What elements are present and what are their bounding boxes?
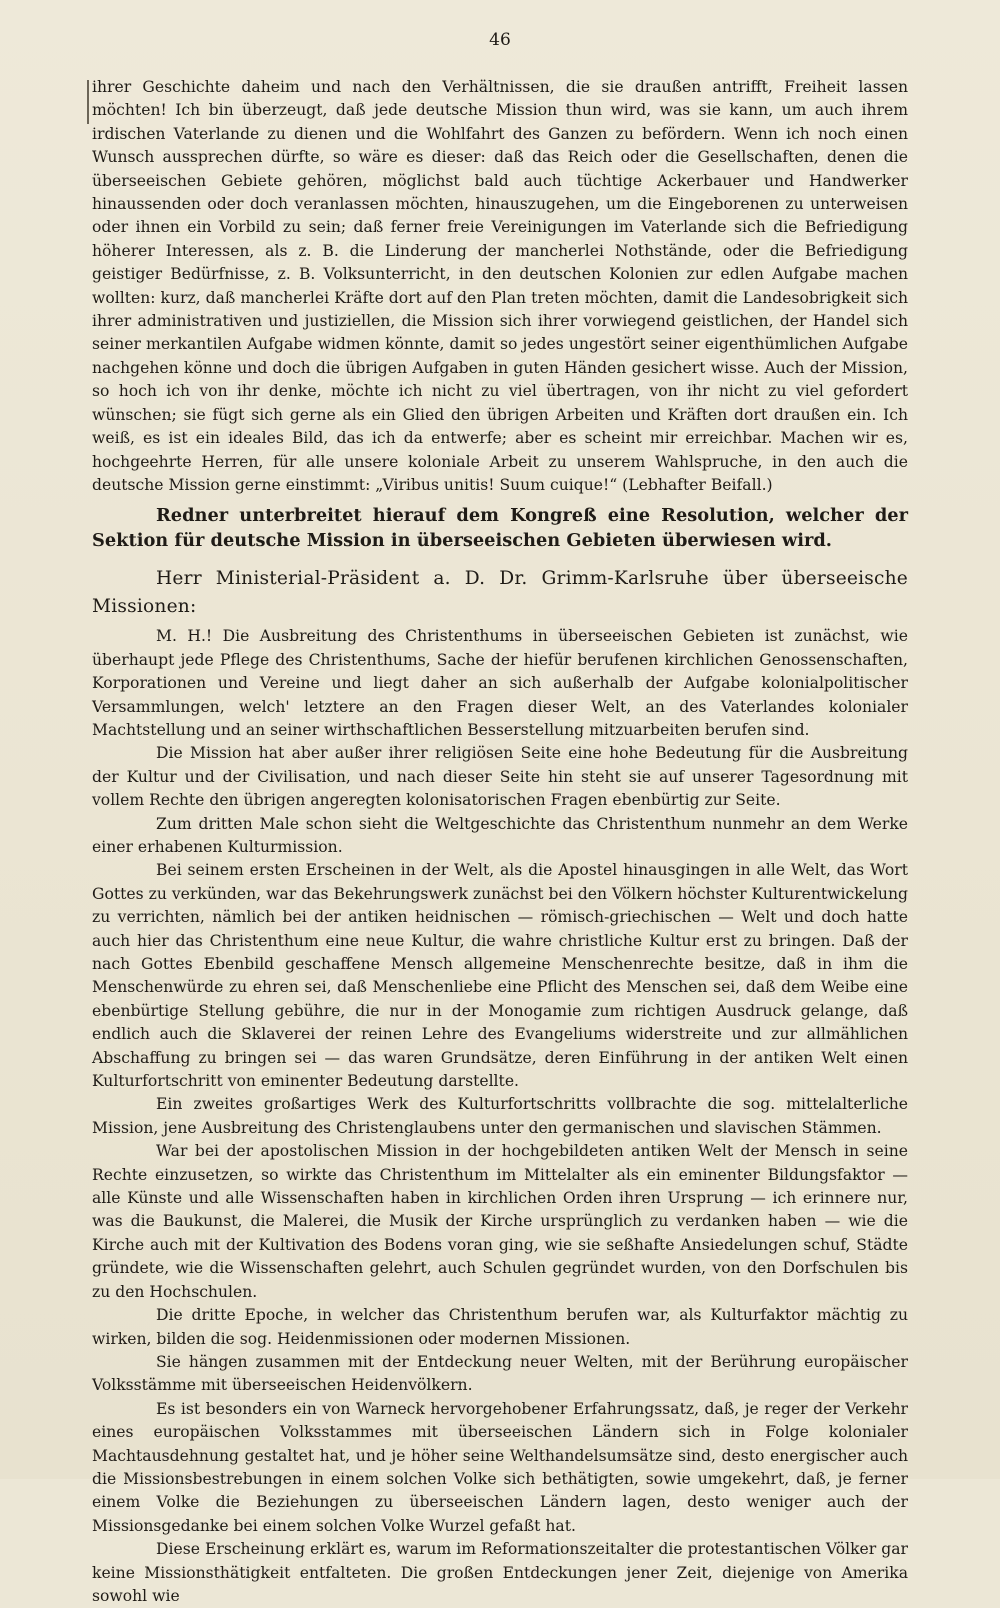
speaker-heading: Herr Ministerial-Präsident a. D. Dr. Grimm-Karlsruhe über überseeische Missionen: — [92, 568, 908, 618]
paragraph: War bei der apostolischen Mission in der hochgebildeten antiken Welt der Mensch in seine Rechte einzusetzen, so wirkte das Christenthum im Mittelalter als ein eminenter Bildungsfaktor — alle Künste und alle Wissenschaften haben in kirchlichen Orden ihren Ursprung — ich erinnere nur, was die Baukunst, die Malerei, die Musik der Kirche ursprünglich zu verdanken haben — wie die Kirche auch mit der Kultivation des Bodens voran ging, wie sie seßhafte Ansiedelungen schuf, Städte gründete, wie die Wissenschaften gelehrt, auch Schulen gegründet wurden, von den Dorfschulen bis zu den Hochschulen. — [92, 1142, 908, 1301]
margin-mark — [87, 80, 89, 124]
paragraph: Die Mission hat aber außer ihrer religiösen Seite eine hohe Bedeutung für die Ausbreitung der Kultur und der Civilisation, und nach dieser Seite hin steht sie auf unserer Tagesordnung mit vollem Rechte den übrigen angeregten kolonisatorischen Fragen ebenbürtig zur Seite. — [92, 744, 908, 810]
paragraph: Bei seinem ersten Erscheinen in der Welt, als die Apostel hinausgingen in alle Welt, das Wort Gottes zu verkünden, war das Bekehrungswerk zunächst bei den Völkern höchster Kulturentwickelung zu verrichten, nämlich bei der antiken heidnischen — römisch-griechischen — Welt und doch hatte auch hier das Christenthum eine neue Kultur, die wahre christliche Kultur erst zu bringen. Daß der nach Gottes Ebenbild geschaffene Mensch allgemeine Menschenrechte besitze, daß in ihm die Menschenwürde zu ehren sei, daß Menschenliebe eine Pflicht des Menschen sei, daß dem Weibe eine ebenbürtige Stellung gebühre, die nur in der Monogamie zum richtigen Ausdruck gelange, daß endlich auch die Sklaverei der reinen Lehre des Evangeliums widerstreite und zur allmählichen Abschaffung zu bringen sei — das waren Grundsätze, deren Einführung in der antiken Welt einen Kulturfortschritt von eminenter Bedeutung darstellte. — [92, 861, 908, 1091]
paragraph: Zum dritten Male schon sieht die Weltgeschichte das Christenthum nunmehr an dem Werke einer erhabenen Kulturmission. — [92, 814, 908, 856]
paragraph: Diese Erscheinung erklärt es, warum im Reformationszeitalter die protestantischen Völker gar keine Missionsthätigkeit entfalteten. Die großen Entdeckungen jener Zeit, diejenige von Amerika sowohl wie — [92, 1540, 908, 1605]
page-number: 46 — [489, 30, 511, 50]
paragraph-continuation: ihrer Geschichte daheim und nach den Verhältnissen, die sie draußen antrifft, Freiheit lassen möchten! Ich bin überzeugt, daß jede deutsche Mission thun wird, was sie kann, um auch ihrem irdischen Vaterlande zu dienen und die Wohlfahrt des Ganzen zu befördern. Wenn ich noch einen Wunsch aussprechen dürfte, so wäre es dieser: daß das Reich oder die Gesellschaften, denen die überseeischen Gebiete gehören, möglichst bald auch tüchtige Ackerbauer und Handwerker hinaussenden oder doch veranlassen möchten, hinauszugehen, um die Eingeborenen zu unterweisen oder ihnen ein Vorbild zu sein; daß ferner freie Vereinigungen im Vaterlande sich die Befriedigung höherer Interessen, als z. B. die Linderung der mancherlei Nothstände, oder die Befriedigung geistiger Bedürfnisse, z. B. Volksunterricht, in den deutschen Kolonien zur edlen Aufgabe machen wollten: kurz, daß mancherlei Kräfte dort auf den Plan treten möchten, damit die Landesobrigkeit sich ihrer administrativen und justiziellen, die Mission sich ihrer vorwiegend geistlichen, der Handel sich seiner merkantilen Aufgabe widmen könnte, damit so jedes ungestört seiner eigenthümlichen Aufgabe nachgehen könne und doch die übrigen Aufgaben in guten Händen gesichert wisse. Auch der Mission, so hoch ich von ihr denke, möchte ich nicht zu viel übertragen, von ihr nicht zu viel gefordert wünschen; sie fügt sich gerne als ein Glied den übrigen Arbeiten und Kräften dort draußen ein. Ich weiß, es ist ein ideales Bild, das ich da entwerfe; aber es scheint mir erreichbar. Machen wir es, hochgeehrte Herren, für alle unsere koloniale Arbeit zu unserem Wahlspruche, in den auch die deutsche Mission gerne einstimmt: „Viribus unitis! Suum cuique!“ (Lebhafter Beifall.) — [92, 78, 908, 494]
body-text — [92, 76, 908, 1608]
paragraph: Die dritte Epoche, in welcher das Christenthum berufen war, als Kulturfaktor mächtig zu wirken, bilden die sog. Heidenmissionen oder modernen Missionen. — [92, 1306, 908, 1348]
resolution-note: Redner unterbreitet hierauf dem Kongreß eine Resolution, welcher der Sektion für deutsche Mission in überseeischen Gebieten überwiesen wird. — [92, 505, 908, 552]
paragraph: Es ist besonders ein von Warneck hervorgehobener Erfahrungssatz, daß, je reger der Verkehr eines europäischen Volksstammes mit überseeischen Ländern sich in Folge kolonialer Machtausdehnung gestaltet hat, und je höher seine Welthandelsumsätze sind, desto energischer auch die Missionsbestrebungen in einem solchen Volke sich bethätigten, sowie umgekehrt, daß, je ferner einem Volke die Beziehungen zu überseeischen Ländern lagen, desto weniger auch der Missionsgedanke bei einem solchen Volke Wurzel gefaßt hat. — [92, 1399, 908, 1535]
paragraph: Ein zweites großartiges Werk des Kulturfortschritts vollbrachte die sog. mittelalterliche Mission, jene Ausbreitung des Christenglaubens unter den germanischen und slavischen Stämmen. — [92, 1095, 908, 1137]
paragraph: M. H.! Die Ausbreitung des Christenthums in überseeischen Gebieten ist zunächst, wie überhaupt jede Pflege des Christenthums, Sache der hiefür berufenen kirchlichen Genossenschaften, Korporationen und Vereine und liegt daher an sich außerhalb der Aufgabe kolonialpolitischer Versammlungen, welch' letztere an den Fragen dieser Welt, an des Vaterlandes kolonialer Machtstellung und an seiner wirthschaftlichen Besserstellung mitzuarbeiten berufen sind. — [92, 627, 908, 739]
paragraph: Sie hängen zusammen mit der Entdeckung neuer Welten, mit der Berührung europäischer Volksstämme mit überseeischen Heidenvölkern. — [92, 1352, 908, 1395]
